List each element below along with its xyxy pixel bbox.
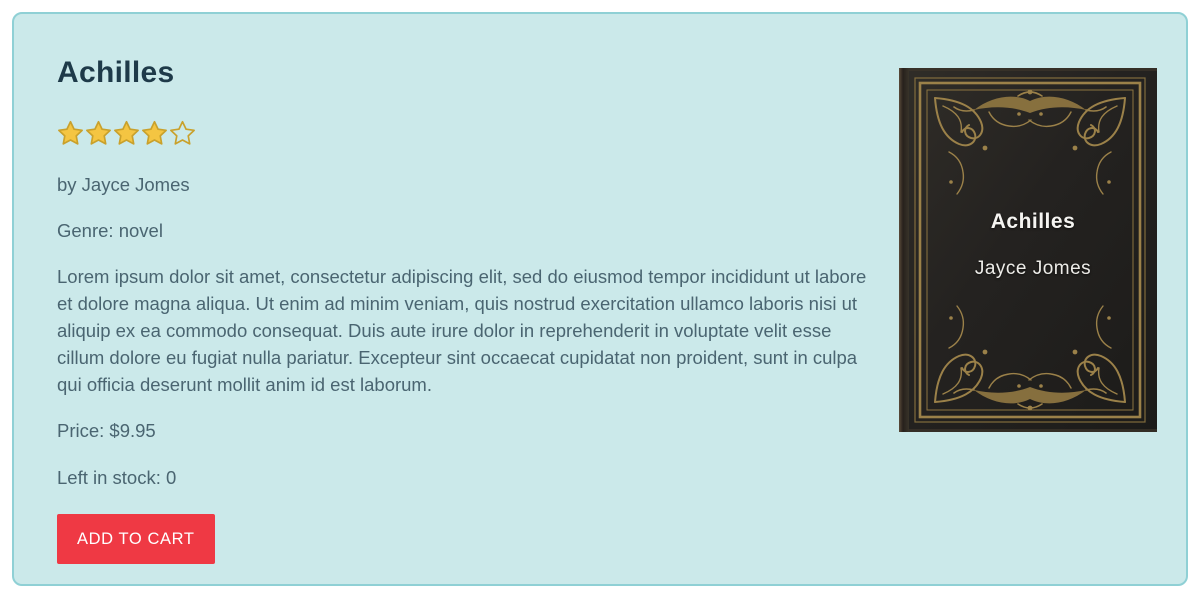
star-filled-icon: [85, 120, 112, 147]
product-card: [12, 12, 1188, 586]
product-title: Achilles: [57, 56, 175, 89]
book-cover-author: Jayce Jomes: [974, 258, 1092, 279]
star-filled-icon: [141, 120, 168, 147]
stock-line: Left in stock: 0: [57, 467, 177, 488]
star-filled-icon: [57, 120, 84, 147]
description: Lorem ipsum dolor sit amet, consectetur adipiscing elit, sed do eiusmod tempor incididunt ut labore et dolore magna aliqua. Ut enim ad minim veniam, quis nostrud exercitation ullamco laboris nisi ut aliquip ex ea commodo consequat. Duis aute irure dolor in reprehenderit in voluptate velit esse cillum dolore eu fugiat nulla pariatur. Excepteur sint occaecat cupidatat non proident, sunt in culpa qui officia deserunt mollit anim id est laborum.: [57, 266, 867, 395]
add-to-cart-button[interactable]: ADD TO CART: [57, 514, 215, 564]
genre-line: Genre: novel: [57, 220, 163, 241]
price-line: Price: $9.95: [57, 420, 156, 441]
product-details: [57, 44, 875, 564]
star-empty-icon: [169, 120, 196, 147]
star-rating: [57, 119, 875, 147]
author-line: by Jayce Jomes: [57, 174, 190, 195]
book-cover-art: [899, 68, 1157, 432]
book-cover: [899, 68, 1157, 432]
book-cover-title: Achilles: [990, 210, 1076, 233]
star-filled-icon: [113, 120, 140, 147]
